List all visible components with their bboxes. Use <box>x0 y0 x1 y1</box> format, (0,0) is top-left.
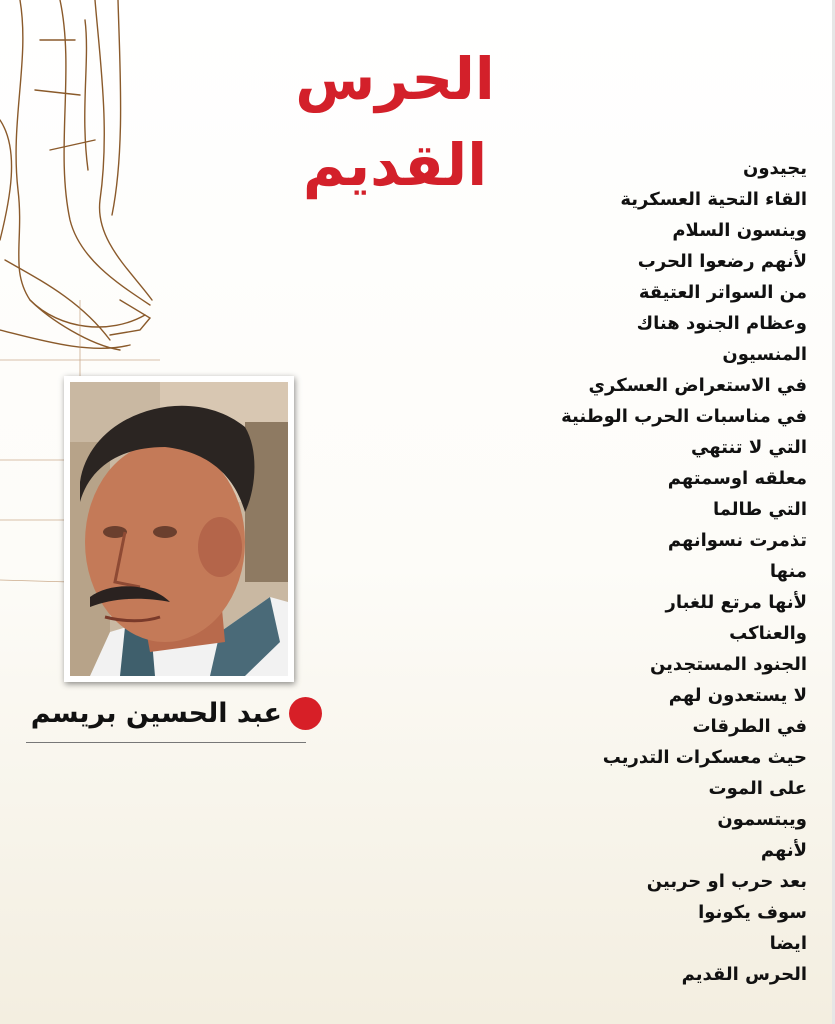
poem-text <box>487 153 807 990</box>
article-title: الحرس القديم <box>295 45 495 199</box>
poem-line: في مناسبات الحرب الوطنية <box>561 406 807 427</box>
poem-line: حيث معسكرات التدريب <box>602 747 807 768</box>
poem-line: ايضا <box>769 933 807 954</box>
poem-line: معلقه اوسمتهم <box>667 468 807 489</box>
poem-line: على الموت <box>708 778 807 799</box>
poem-line: بعد حرب او حربين <box>646 871 807 892</box>
poem-line: المنسيون <box>722 344 807 365</box>
poem-line: في الطرقات <box>692 716 807 737</box>
poem-line: تذمرت نسوانهم <box>667 530 807 551</box>
poem-line: لأنها مرتع للغبار <box>665 592 807 613</box>
poem-line: يجيدون <box>742 158 807 179</box>
poem-line: سوف يكونوا <box>698 902 807 923</box>
poem-line: ويبتسمون <box>717 809 807 830</box>
poem-line: التي لا تنتهي <box>691 437 807 458</box>
poem-line: لأنهم <box>760 840 807 861</box>
poem-line: من السواتر العتيقة <box>638 282 807 303</box>
author-photo-frame <box>64 376 294 682</box>
poem-line: التي طالما <box>712 499 807 520</box>
author-name: عبد الحسين بريسم <box>30 698 282 729</box>
poem-line: منها <box>769 561 807 582</box>
poem-line: وعظام الجنود هناك <box>636 313 807 334</box>
poem-line: لأنهم رضعوا الحرب <box>637 251 807 272</box>
poem-line: القاء التحية العسكرية <box>620 189 807 210</box>
poem-line: لا يستعدون لهم <box>668 685 807 706</box>
poem-line: وينسون السلام <box>672 220 807 241</box>
poem-line: في الاستعراض العسكري <box>588 375 807 396</box>
poem-line: الجنود المستجدين <box>649 654 807 675</box>
poem-line: الحرس القديم <box>681 964 807 985</box>
divider <box>26 742 306 743</box>
author-byline <box>26 690 322 738</box>
author-portrait <box>70 382 288 676</box>
poem-line: والعناكب <box>729 623 807 644</box>
bullet-dot-icon <box>289 697 322 730</box>
